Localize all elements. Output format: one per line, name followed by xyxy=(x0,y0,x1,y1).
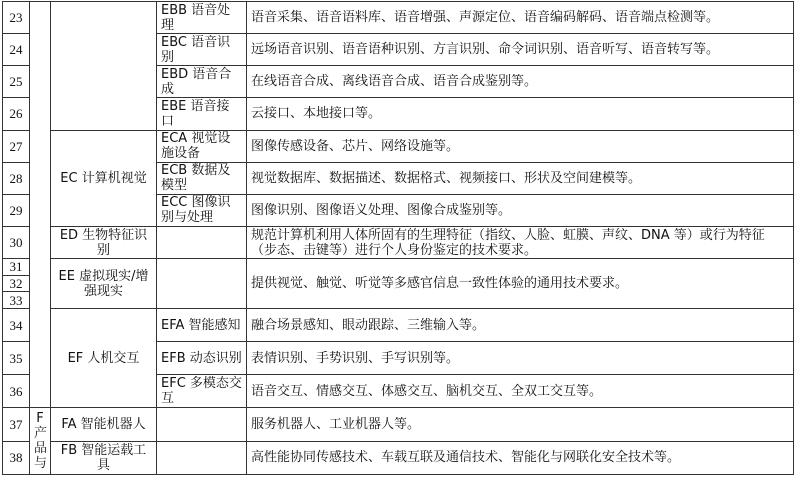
description-cell: 服务机器人、工业机器人等。 xyxy=(247,408,794,441)
description-cell: 高性能协同传感技术、车载互联及通信技术、智能化与网联化安全技术等。 xyxy=(247,441,794,474)
row-number: 27 xyxy=(3,130,30,162)
row-number: 30 xyxy=(3,226,30,258)
row-number: 24 xyxy=(3,34,30,66)
row-number: 37 xyxy=(3,408,30,441)
level1-cell: F 产品与 xyxy=(30,408,51,475)
level3-cell: EFB 动态识别 xyxy=(157,342,247,375)
table-row xyxy=(3,130,794,162)
level2-cell: EF 人机交互 xyxy=(51,308,157,408)
level2-cell: EE 虚拟现实/增强现实 xyxy=(51,259,157,309)
level3-cell: ECB 数据及模型 xyxy=(157,162,247,194)
table-row xyxy=(3,226,794,258)
level3-cell: EFA 智能感知 xyxy=(157,308,247,341)
level2-cell: FB 智能运载工具 xyxy=(51,441,157,474)
level3-cell: EBD 语音合成 xyxy=(157,66,247,98)
level3-cell-empty xyxy=(157,226,247,258)
level2-cell: EC 计算机视觉 xyxy=(51,130,157,226)
table-row xyxy=(3,408,794,441)
description-cell: 云接口、本地接口等。 xyxy=(247,98,794,130)
row-number: 33 xyxy=(3,292,30,309)
level3-cell-empty xyxy=(157,441,247,474)
row-number: 36 xyxy=(3,375,30,408)
row-number: 35 xyxy=(3,342,30,375)
row-number: 38 xyxy=(3,441,30,474)
description-cell: 表情识别、手势识别、手写识别等。 xyxy=(247,342,794,375)
level3-cell: EFC 多模态交互 xyxy=(157,375,247,408)
row-number: 23 xyxy=(3,2,30,34)
row-number: 28 xyxy=(3,162,30,194)
table-row xyxy=(3,441,794,474)
level3-cell-empty xyxy=(157,408,247,441)
row-number: 26 xyxy=(3,98,30,130)
description-cell: 图像传感设备、芯片、网络设施等。 xyxy=(247,130,794,162)
table-row xyxy=(3,2,794,34)
level3-cell: EBB 语音处理 xyxy=(157,2,247,34)
row-number: 34 xyxy=(3,308,30,341)
table-row xyxy=(3,308,794,341)
level2-cell-empty xyxy=(51,2,157,131)
description-cell: 图像识别、图像语义处理、图像合成鉴别等。 xyxy=(247,194,794,226)
row-number: 25 xyxy=(3,66,30,98)
level1-cell-empty xyxy=(30,2,51,408)
description-cell: 提供视觉、触觉、听觉等多感官信息一致性体验的通用技术要求。 xyxy=(247,259,794,309)
level3-cell: ECC 图像识别与处理 xyxy=(157,194,247,226)
description-cell: 远场语音识别、语音语种识别、方言识别、命令词识别、语音听写、语音转写等。 xyxy=(247,34,794,66)
standard-classification-table xyxy=(2,1,794,475)
description-cell: 在线语音合成、离线语音合成、语音合成鉴别等。 xyxy=(247,66,794,98)
description-cell: 融合场景感知、眼动跟踪、三维输入等。 xyxy=(247,308,794,341)
level3-cell: EBC 语音识别 xyxy=(157,34,247,66)
description-cell: 语音交互、情感交互、体感交互、脑机交互、全双工交互等。 xyxy=(247,375,794,408)
description-cell: 语音采集、语音语料库、语音增强、声源定位、语音编码解码、语音端点检测等。 xyxy=(247,2,794,34)
description-cell: 视觉数据库、数据描述、数据格式、视频接口、形状及空间建模等。 xyxy=(247,162,794,194)
row-number: 32 xyxy=(3,275,30,292)
row-number: 29 xyxy=(3,194,30,226)
description-cell: 规范计算机利用人体所固有的生理特征（指纹、人脸、虹膜、声纹、DNA 等）或行为特征（步态、击键等）进行个人身份鉴定的技术要求。 xyxy=(247,226,794,258)
level2-cell: ED 生物特征识别 xyxy=(51,226,157,258)
level3-cell: ECA 视觉设施设备 xyxy=(157,130,247,162)
level3-cell-empty xyxy=(157,259,247,309)
row-number: 31 xyxy=(3,259,30,276)
table-row xyxy=(3,259,794,276)
level2-cell: FA 智能机器人 xyxy=(51,408,157,441)
level3-cell: EBE 语音接口 xyxy=(157,98,247,130)
